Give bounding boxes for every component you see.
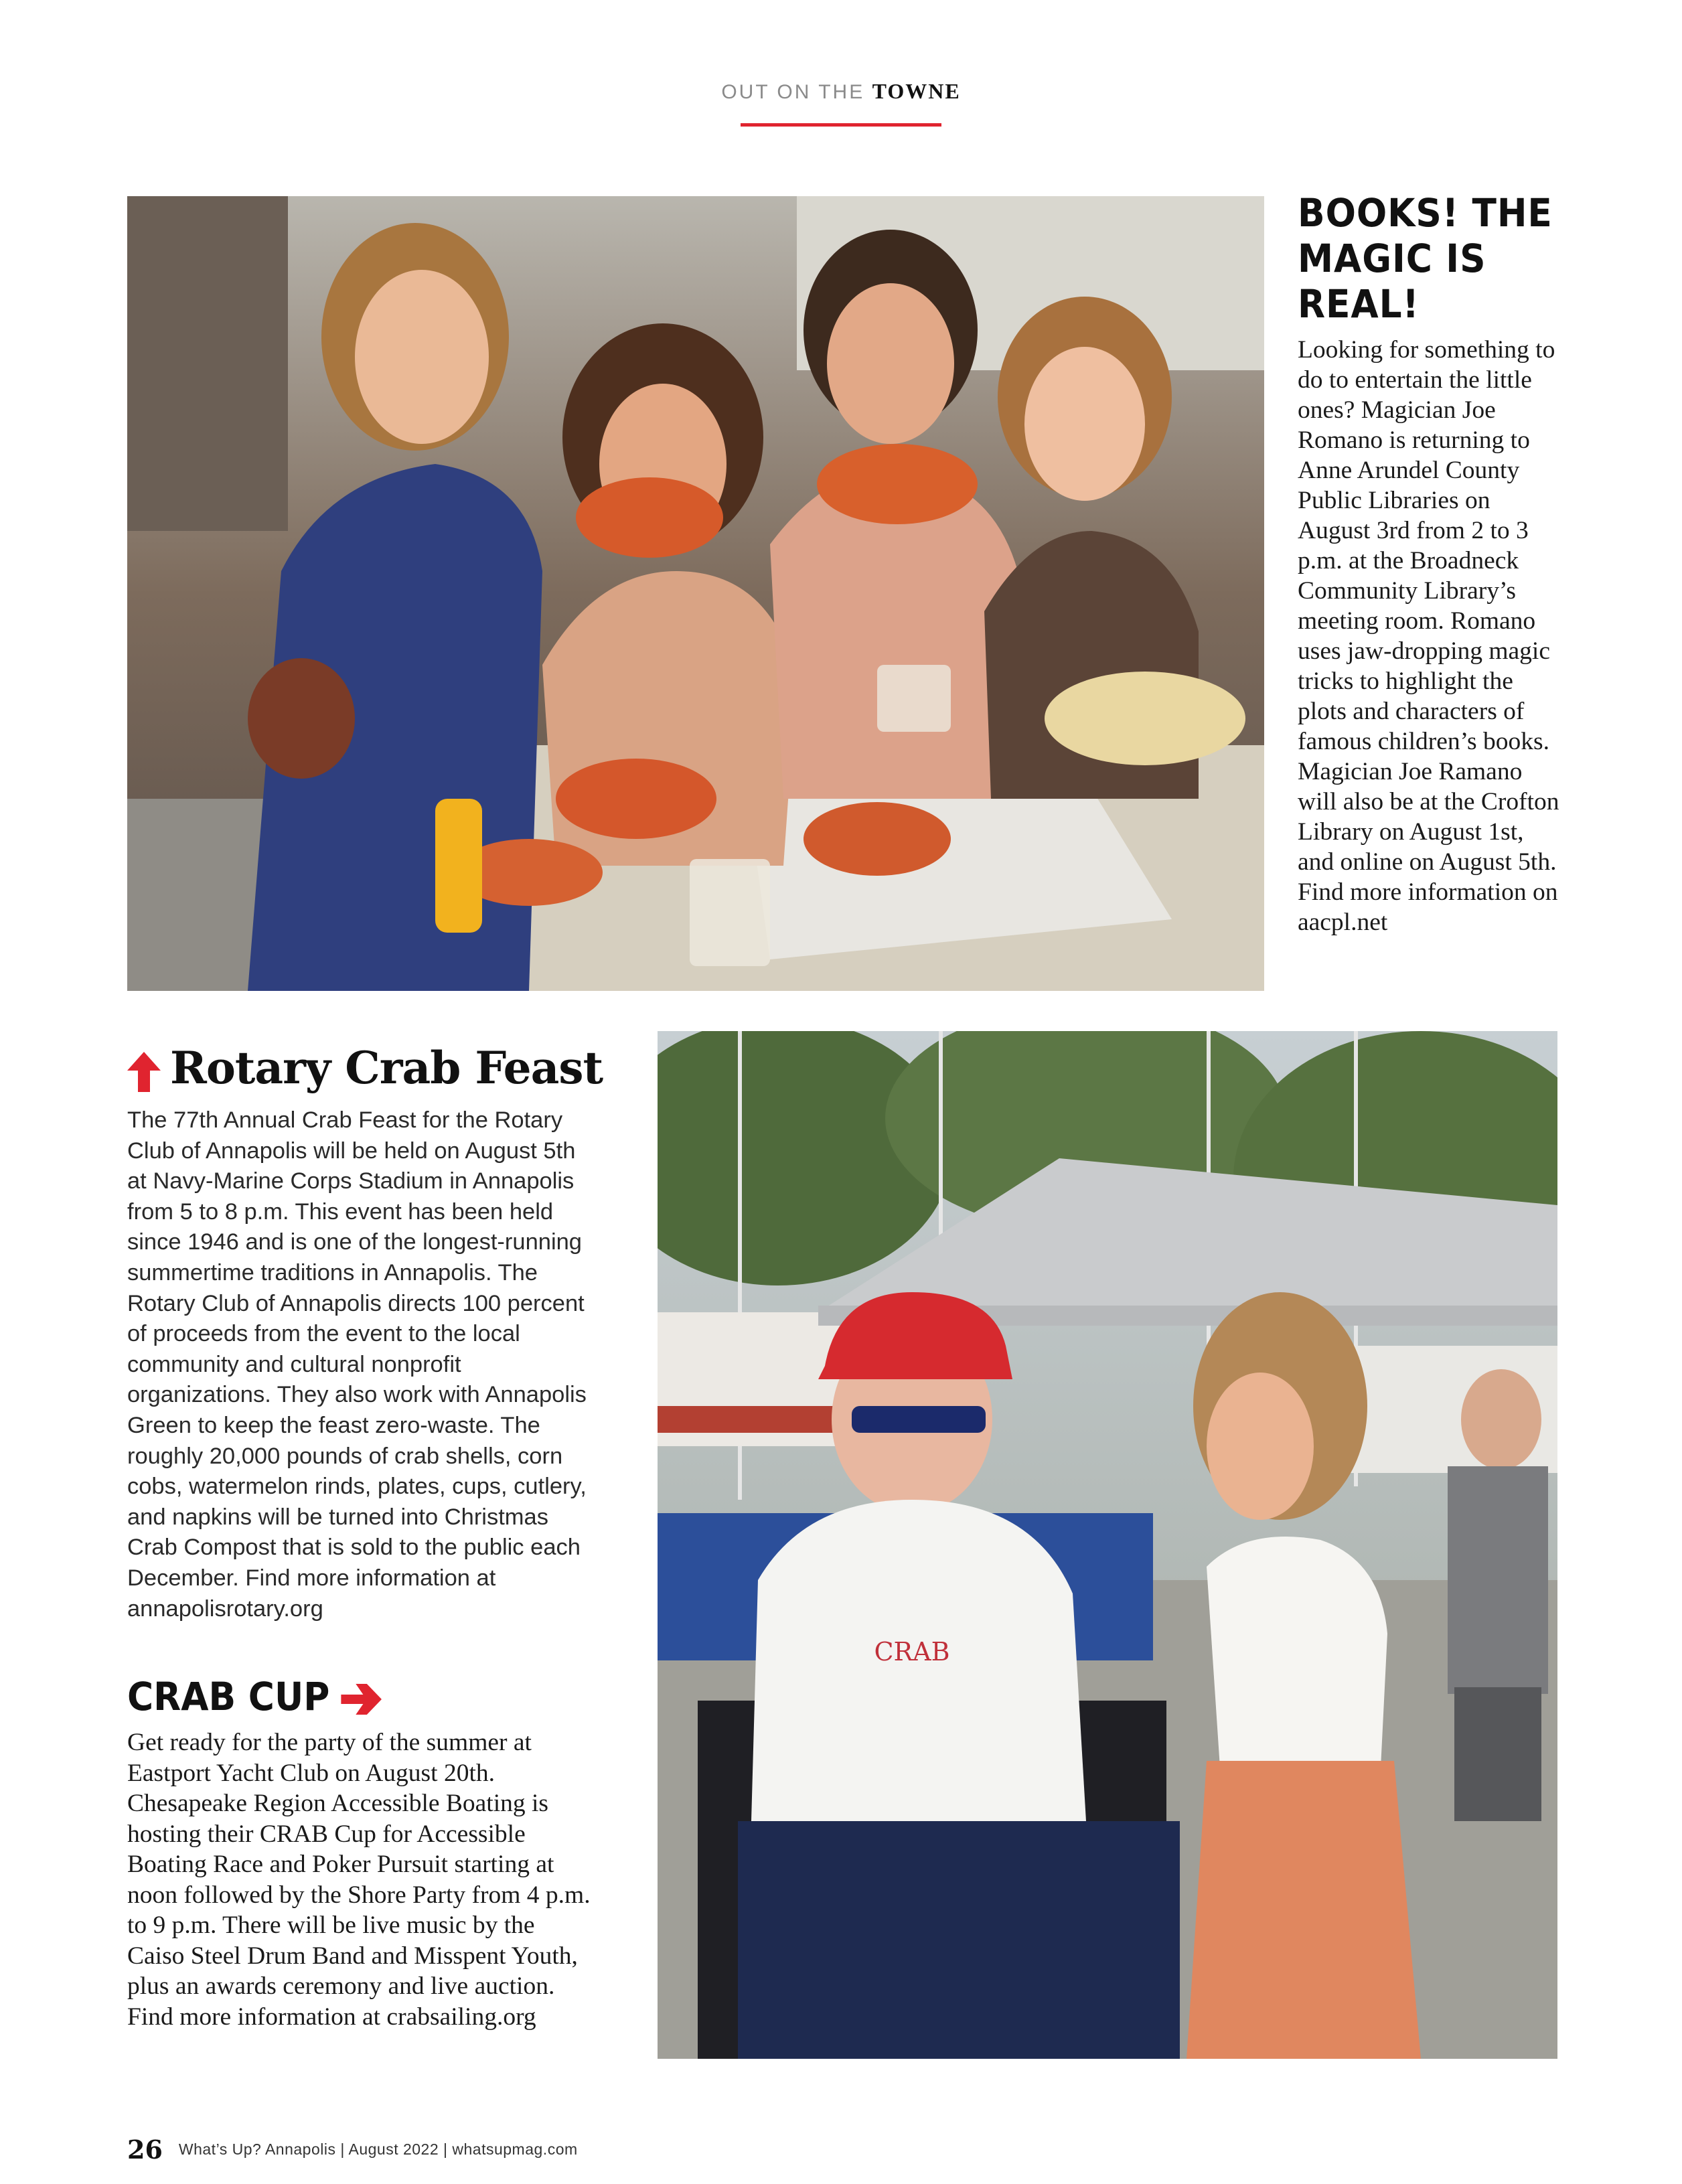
crab-cup-photo <box>658 1031 1557 2059</box>
shirt-logo-text: CRAB <box>874 1637 950 1666</box>
arrow-up-icon <box>127 1052 161 1092</box>
footer-text: What’s Up? Annapolis | August 2022 | whatsupmag.com <box>178 2140 578 2158</box>
crab-cup-title-text: CRAB CUP <box>127 1674 330 1719</box>
page-footer <box>127 2134 578 2164</box>
arrow-right-icon <box>341 1684 382 1715</box>
header-rule <box>741 123 941 127</box>
crab-feast-photo-illustration <box>127 196 1264 991</box>
rotary-body: The 77th Annual Crab Feast for the Rotary Club of Annapolis will be held on August 5th at Navy-Marine Corps Stadium in Annapolis from 5 to 8 p.m. This event has been held since 1946 and is one of the longest-running summertime traditions in Annapolis. The Rotary Club of Annapolis directs 100 percent of proceeds from the event to the local community and cultural nonprofit organizations. They also work with Annapolis Green to keep the feast zero-waste. The roughly 20,000 pounds of crab shells, corn cobs, watermelon rinds, plates, cups, cutlery, and napkins will be turned into Christmas Crab Compost that is sold to the public each December. Find more information at annapolisrotary.org <box>127 1107 587 1622</box>
crab-cup-body: Get ready for the party of the summer at Eastport Yacht Club on August 20th. Chesapeake Region Accessible Boating is hosting their CRAB Cup for Accessible Boating Race and Poker Pursuit starting at noon followed by the Shore Party from 4 p.m. to 9 p.m. There will be live music by the Caiso Steel Drum Band and Misspent Youth, plus an awards ceremony and live auction. Find more information at crabsailing.org <box>127 1729 591 2031</box>
section-header <box>0 79 1682 104</box>
rotary-title-text: Rotary Crab Feast <box>170 1042 603 1094</box>
section-header-emphasis: TOWNE <box>872 79 961 103</box>
crab-cup-photo-illustration <box>658 1031 1557 2059</box>
page-number: 26 <box>127 2134 163 2165</box>
books-title: BOOKS! THE MAGIC IS REAL! <box>1298 190 1553 327</box>
section-header-prefix: OUT ON THE <box>721 81 865 103</box>
rotary-title <box>127 1038 623 1098</box>
crab-cup-title <box>127 1670 382 1723</box>
books-body: Looking for something to do to entertain the little ones? Magician Joe Romano is returning to Anne Arundel County Public Libraries on August 3rd from 2 to 3 p.m. at the Broadneck Community Library’s meeting room. Romano uses jaw-dropping magic tricks to highlight the plots and characters of famous children’s books. Magician Joe Ramano will also be at the Crofton Library on August 1st, and online on August 5th. Find more information on aacpl.net <box>1298 336 1559 936</box>
crab-feast-photo <box>127 196 1264 991</box>
